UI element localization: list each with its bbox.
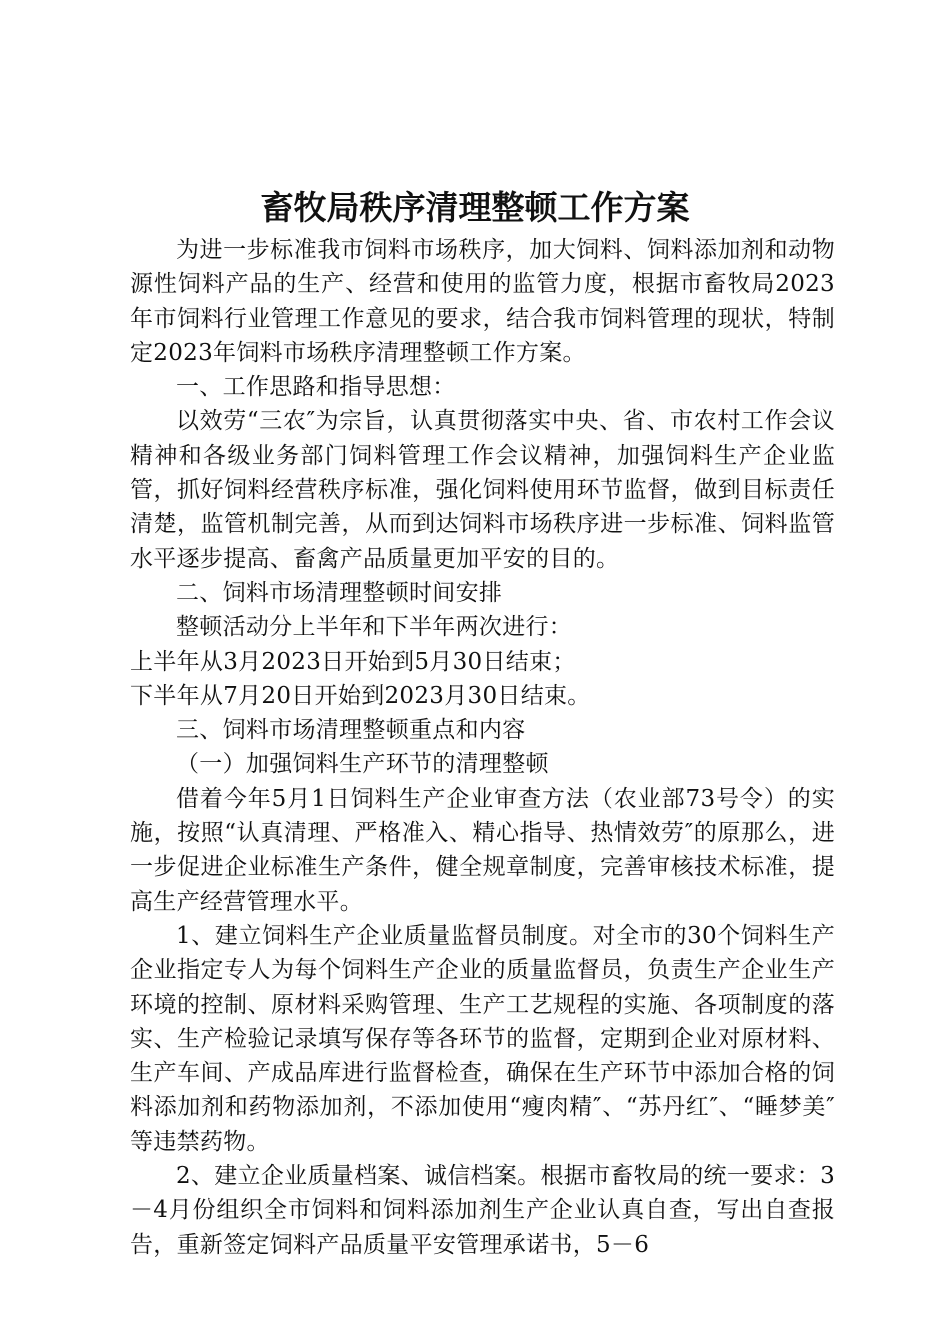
paragraph-production: 借着今年5月1日饲料生产企业审查方法（农业部73号令）的实施，按照“认真清理、严格准入、精心指导、热情效劳″的原那么，进一步促进企业标准生产条件，健全规章制度，完善审核技术标准，提高生产经营管理水平。: [130, 785, 835, 915]
heading-section-3: 三、饲料市场清理整顿重点和内容: [176, 717, 526, 744]
subheading-production: （一）加强饲料生产环节的清理整顿: [176, 751, 549, 778]
document-title: 畜牧局秩序清理整顿工作方案: [260, 188, 690, 227]
heading-section-1: 一、工作思路和指导思想：: [176, 374, 456, 401]
paragraph-schedule-intro: 整顿活动分上半年和下半年两次进行：: [176, 614, 573, 641]
paragraph-schedule-first-half: 上半年从3月2023日开始到5月30日结束；: [130, 648, 576, 675]
paragraph-schedule-second-half: 下半年从7月20日开始到2023月30日结束。: [130, 682, 591, 709]
heading-section-2: 二、饲料市场清理整顿时间安排: [176, 579, 503, 606]
paragraph-item-2: 2、建立企业质量档案、诚信档案。根据市畜牧局的统一要求：3－4月份组织全市饲料和饲料添加剂生产企业认真自查，写出自查报告，重新签定饲料产品质量平安管理承诺书，5－6: [130, 1163, 835, 1258]
paragraph-intro: 为进一步标准我市饲料市场秩序，加大饲料、饲料添加剂和动物源性饲料产品的生产、经营和使用的监管力度，根据市畜牧局2023年市饲料行业管理工作意见的要求，结合我市饲料管理的现状，特制定2023年饲料市场秩序清理整顿工作方案。: [130, 237, 835, 366]
paragraph-guiding-thought: 以效劳“三农″为宗旨，认真贯彻落实中央、省、市农村工作会议精神和各级业务部门饲料管理工作会议精神，加强饲料生产企业监管，抓好饲料经营秩序标准，强化饲料使用环节监督，做到目标责任清楚，监管机制完善，从而到达饲料市场秩序进一步标准、饲料监管水平逐步提高、畜禽产品质量更加平安的目的。: [130, 408, 835, 572]
paragraph-item-1: 1、建立饲料生产企业质量监督员制度。对全市的30个饲料生产企业指定专人为每个饲料生产企业的质量监督员，负责生产企业生产环境的控制、原材料采购管理、生产工艺规程的实施、各项制度的落实、生产检验记录填写保存等各环节的监督，定期到企业对原材料、生产车间、产成品库进行监督检查，确保在生产环节中添加合格的饲料添加剂和药物添加剂，不添加使用“瘦肉精″、“苏丹红″、“睡梦美″等违禁药物。: [130, 922, 835, 1155]
document-body: [130, 233, 835, 1262]
